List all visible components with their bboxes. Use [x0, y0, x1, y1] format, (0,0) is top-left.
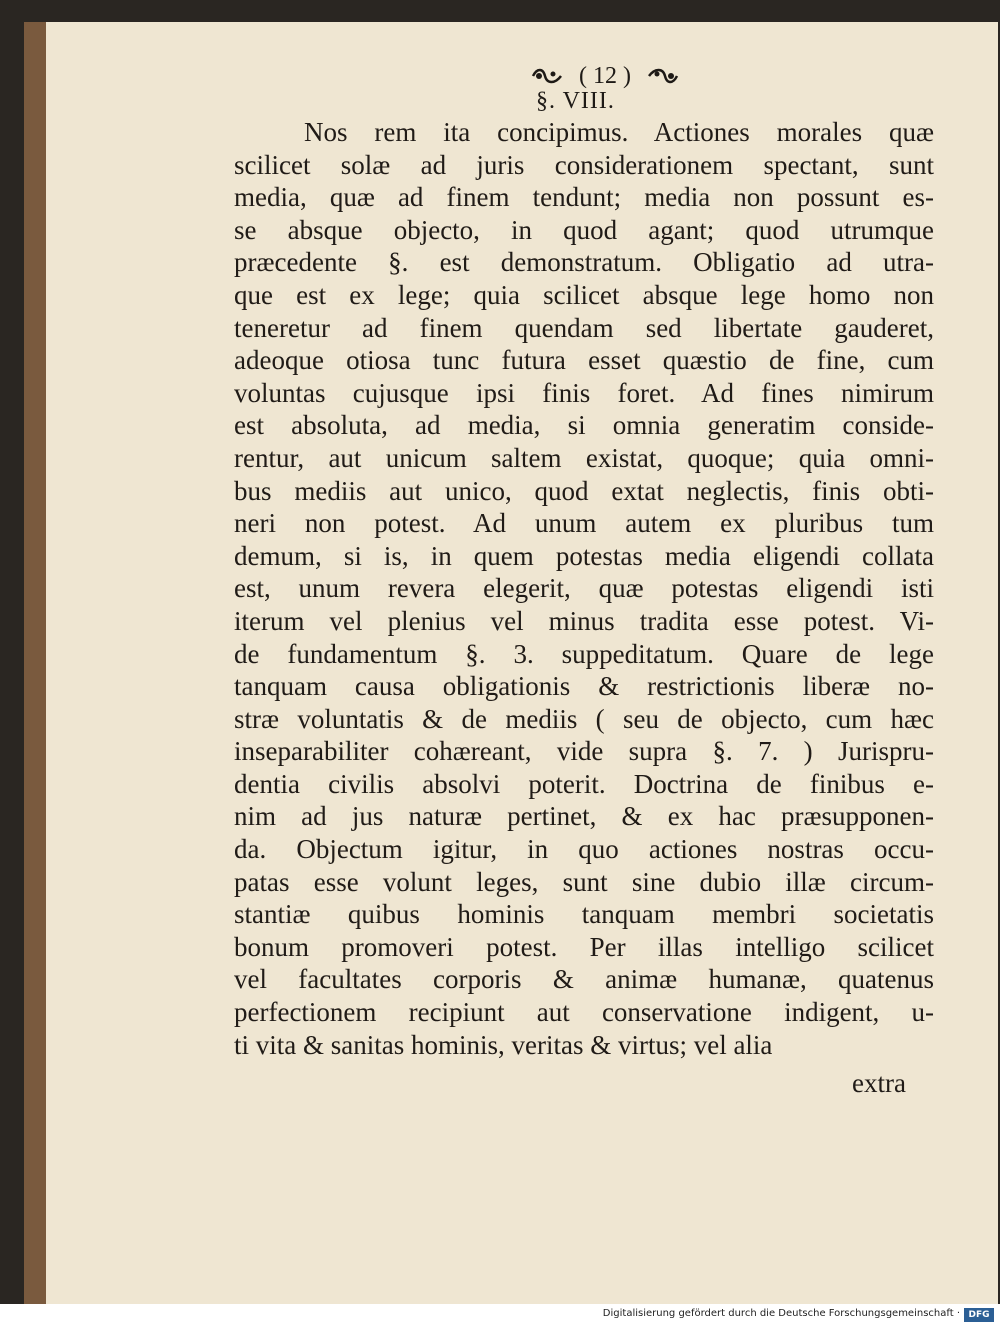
text-line: voluntas cujusque ipsi finis foret. Ad fines nimirum [234, 377, 934, 408]
text-line: tanquam causa obligationis & restrictionis liberæ no- [234, 671, 934, 702]
text-line: se absque objecto, in quod agant; quod utrumque [234, 214, 934, 245]
footer-bar [0, 1304, 1000, 1325]
text-line: vel facultates corporis & animæ humanæ, quatenus [234, 964, 934, 995]
text-line: ti vita & sanitas hominis, veritas & virtus; vel alia [234, 1029, 773, 1060]
text-line: que est ex lege; quia scilicet absque lege homo non [234, 279, 934, 310]
right-ornament-icon [645, 66, 681, 86]
footer-credit: Digitalisierung gefördert durch die Deutsche Forschungsgemeinschaft · [602, 1308, 960, 1319]
text-line: rentur, aut unicum saltem existat, quoque; quia omni- [234, 442, 934, 473]
page-number: ( 12 ) [579, 62, 631, 89]
text-line: patas esse volunt leges, sunt sine dubio illæ circum- [234, 866, 934, 897]
text-line: Nos rem ita concipimus. Actiones morales quæ [304, 117, 934, 147]
text-line: scilicet solæ ad juris considerationem spectant, sunt [234, 149, 934, 180]
text-line: de fundamentum §. 3. suppeditatum. Quare de lege [234, 638, 934, 669]
text-line: iterum vel plenius vel minus tradita esse potest. Vi- [234, 605, 934, 636]
left-ornament-icon [529, 66, 565, 86]
text-line: neri non potest. Ad unum autem ex pluribus tum [234, 508, 934, 539]
text-line: stantiæ quibus hominis tanquam membri societatis [234, 899, 934, 930]
text-line: inseparabiliter cohæreant, vide supra §. 7. ) Jurispru- [234, 736, 934, 767]
text-line: da. Objectum igitur, in quo actiones nostras occu- [234, 834, 934, 865]
page-edge [24, 22, 46, 1304]
text-line: stræ voluntatis & de mediis ( seu de objecto, cum hæc [234, 703, 934, 734]
text-line: demum, si is, in quem potestas media eligendi collata [234, 540, 934, 571]
text-line: perfectionem recipiunt aut conservatione indigent, u- [234, 997, 934, 1028]
text-line: est, unum revera elegerit, quæ potestas eligendi isti [234, 573, 934, 604]
text-line: præcedente §. est demonstratum. Obligatio ad utra- [234, 247, 934, 278]
text-line: media, quæ ad finem tendunt; media non possunt es- [234, 182, 934, 213]
text-line: adeoque otiosa tunc futura esset quæstio de fine, cum [234, 345, 934, 376]
text-line: nim ad jus naturæ pertinet, & ex hac præsupponen- [234, 801, 934, 832]
text-line: teneretur ad finem quendam sed libertate gauderet, [234, 312, 934, 343]
dfg-logo: DFG [964, 1308, 994, 1322]
text-line: dentia civilis absolvi poterit. Doctrina de finibus e- [234, 768, 934, 799]
section-heading: §. VIII. [536, 88, 615, 114]
text-line: est absoluta, ad media, si omnia generatim conside- [234, 410, 934, 441]
catchword: extra [852, 1068, 906, 1098]
body-text [234, 116, 934, 1061]
text-line: bus mediis aut unico, quod extat neglectis, finis obti- [234, 475, 934, 506]
text-line: bonum promoveri potest. Per illas intelligo scilicet [234, 931, 934, 962]
